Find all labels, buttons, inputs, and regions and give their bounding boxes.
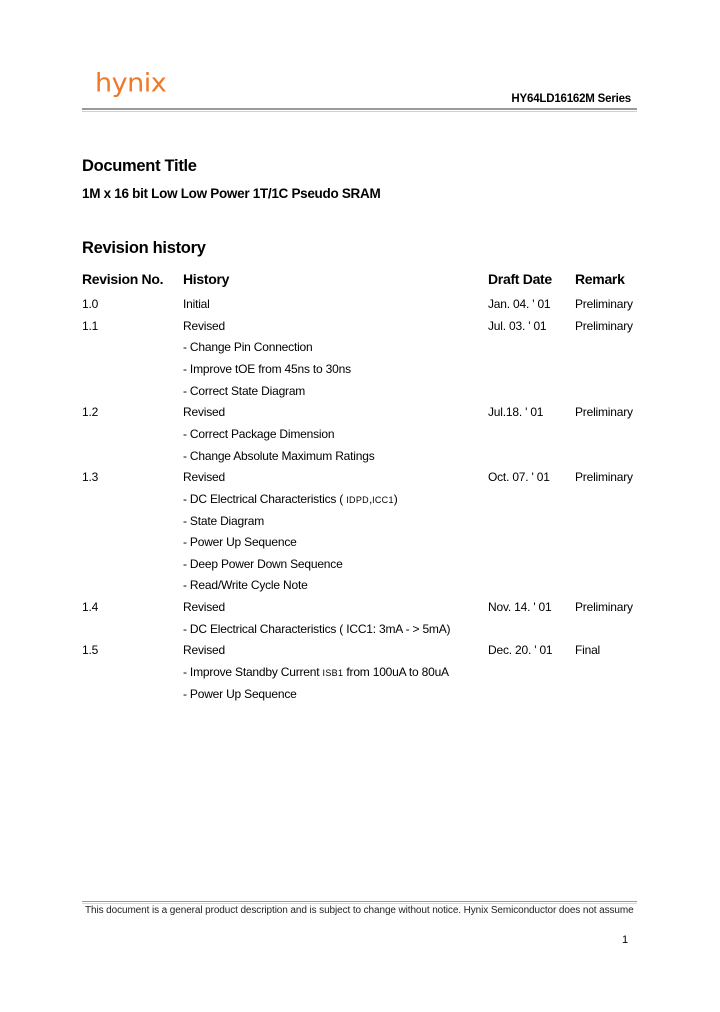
table-row <box>82 492 652 514</box>
history-cell: - Power Up Sequence <box>183 686 297 701</box>
revision-number-cell: 1.3 <box>82 470 99 485</box>
revision-number-cell: 1.4 <box>82 600 99 615</box>
history-cell: - Improve Standby Current ISB1 from 100uA to 80uA <box>183 665 449 680</box>
page-number: 1 <box>622 934 629 946</box>
revision-number-cell: 1.2 <box>82 405 99 420</box>
history-cell: - Change Pin Connection <box>183 340 313 355</box>
table-row <box>82 557 652 579</box>
history-cell: Revised <box>183 470 225 485</box>
draft-date-cell: Dec. 20. ' 01 <box>488 643 553 658</box>
history-cell: - DC Electrical Characteristics ( ICC1: 3mA - > 5mA) <box>183 621 451 636</box>
remark-cell: Preliminary <box>575 600 633 615</box>
table-row <box>82 362 652 384</box>
column-header-remark: Remark <box>575 271 625 287</box>
revision-number-cell: 1.5 <box>82 643 99 658</box>
table-row <box>82 622 652 644</box>
header-divider <box>82 108 637 110</box>
column-header-draft-date: Draft Date <box>488 271 552 287</box>
history-cell: Revised <box>183 405 225 420</box>
remark-cell: Preliminary <box>575 297 633 311</box>
document-title: 1M x 16 bit Low Low Power 1T/1C Pseudo SRAM <box>82 186 381 201</box>
column-header-revision-no: Revision No. <box>82 271 164 287</box>
header-divider-secondary <box>82 111 637 112</box>
footer-divider <box>82 901 637 902</box>
hynix-logo: hynix <box>95 68 167 99</box>
history-cell: - Improve tOE from 45ns to 30ns <box>183 361 351 376</box>
table-row <box>82 340 652 362</box>
table-row <box>82 470 652 492</box>
history-cell: Revised <box>183 318 225 333</box>
series-label: HY64LD16162M Series <box>511 93 631 105</box>
draft-date-cell: Oct. 07. ' 01 <box>488 470 550 485</box>
history-cell: - Correct State Diagram <box>183 383 306 398</box>
table-row <box>82 449 652 471</box>
draft-date-cell: Jan. 04. ' 01 <box>488 297 551 311</box>
history-cell: - Read/Write Cycle Note <box>183 578 308 593</box>
draft-date-cell: Nov. 14. ' 01 <box>488 600 552 615</box>
table-row <box>82 535 652 557</box>
table-row <box>82 297 652 319</box>
history-cell: - Change Absolute Maximum Ratings <box>183 448 375 463</box>
history-cell: - DC Electrical Characteristics ( IDPD,ICC1) <box>183 491 398 506</box>
history-cell: - Deep Power Down Sequence <box>183 556 343 571</box>
table-row <box>82 687 652 709</box>
footer-disclaimer: This document is a general product description and is subject to change without notice. Hynix Semiconductor does not assume <box>85 905 634 916</box>
table-row <box>82 384 652 406</box>
footer-divider-secondary <box>82 903 637 904</box>
column-header-history: History <box>183 271 230 287</box>
history-cell: - State Diagram <box>183 513 265 528</box>
history-cell: - Correct Package Dimension <box>183 426 335 441</box>
draft-date-cell: Jul. 03. ' 01 <box>488 318 547 333</box>
remark-cell: Preliminary <box>575 470 633 485</box>
history-cell: Revised <box>183 643 225 658</box>
table-row <box>82 643 652 665</box>
revision-number-cell: 1.0 <box>82 297 99 311</box>
draft-date-cell: Jul.18. ' 01 <box>488 405 544 420</box>
remark-cell: Preliminary <box>575 405 633 420</box>
document-title-heading: Document Title <box>82 157 197 175</box>
revision-number-cell: 1.1 <box>82 318 99 333</box>
table-row <box>82 514 652 536</box>
table-row <box>82 427 652 449</box>
remark-cell: Preliminary <box>575 318 633 333</box>
table-row <box>82 405 652 427</box>
history-cell: Revised <box>183 600 225 615</box>
table-row <box>82 578 652 600</box>
history-cell: Initial <box>183 297 210 311</box>
history-cell: - Power Up Sequence <box>183 535 297 550</box>
remark-cell: Final <box>575 643 601 658</box>
table-row <box>82 319 652 341</box>
table-row <box>82 600 652 622</box>
revision-history-heading: Revision history <box>82 239 206 257</box>
table-row <box>82 665 652 687</box>
